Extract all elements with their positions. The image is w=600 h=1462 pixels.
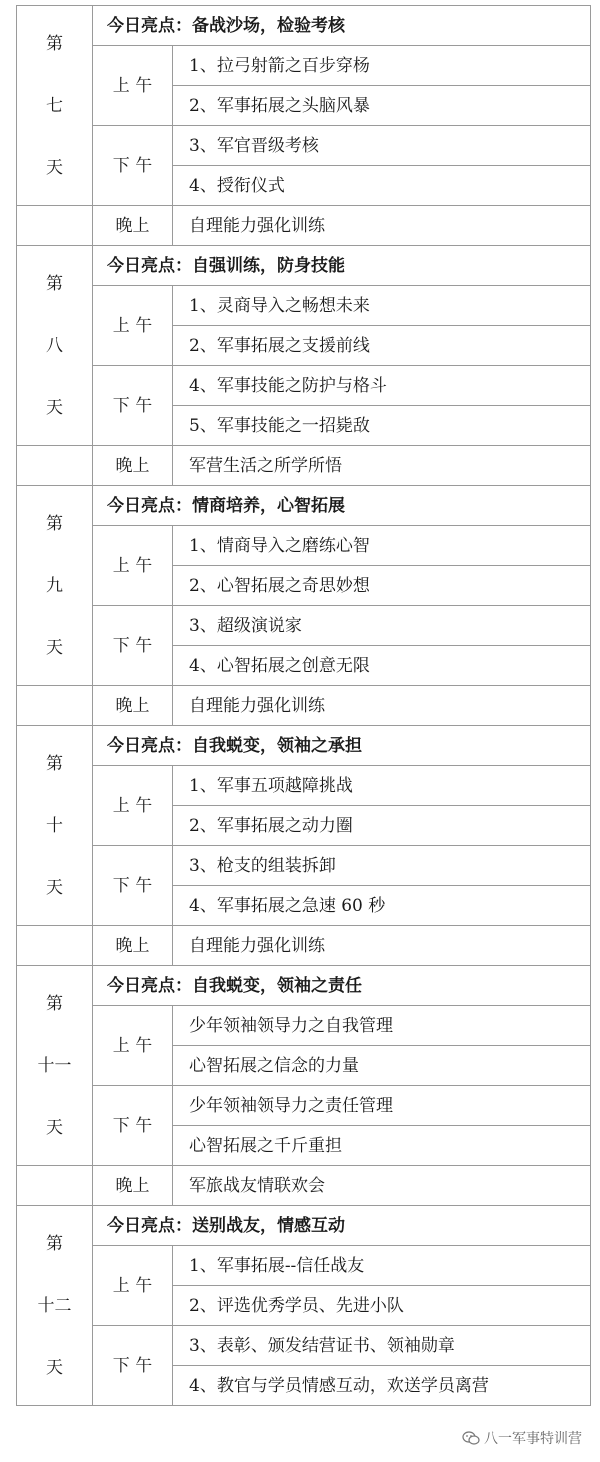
activity-row bbox=[17, 46, 591, 86]
activity-item: 2、心智拓展之奇思妙想 bbox=[173, 566, 591, 606]
activity-row bbox=[17, 1086, 591, 1126]
day-label-char: 天 bbox=[46, 637, 63, 658]
evening-label: 晚上 bbox=[93, 206, 173, 246]
evening-row bbox=[17, 926, 591, 966]
activity-item: 1、军事五项越障挑战 bbox=[173, 766, 591, 806]
day-highlight: 今日亮点：自我蜕变，领袖之承担 bbox=[93, 726, 591, 766]
morning-label: 上 午 bbox=[93, 1006, 173, 1086]
activity-row bbox=[17, 126, 591, 166]
activity-item: 5、军事技能之一招毙敌 bbox=[173, 406, 591, 446]
day-highlight: 今日亮点：自强训练，防身技能 bbox=[93, 246, 591, 286]
activity-item: 少年领袖领导力之责任管理 bbox=[173, 1086, 591, 1126]
activity-item: 2、评选优秀学员、先进小队 bbox=[173, 1286, 591, 1326]
activity-item: 心智拓展之千斤重担 bbox=[173, 1126, 591, 1166]
evening-label: 晚上 bbox=[93, 1166, 173, 1206]
day-highlight-row bbox=[17, 1206, 591, 1246]
afternoon-label: 下 午 bbox=[93, 1086, 173, 1166]
day-label-spacer bbox=[17, 206, 93, 246]
evening-item: 自理能力强化训练 bbox=[173, 926, 591, 966]
morning-label: 上 午 bbox=[93, 526, 173, 606]
day-label-spacer bbox=[17, 446, 93, 486]
day-highlight: 今日亮点：情商培养，心智拓展 bbox=[93, 486, 591, 526]
day-label bbox=[17, 726, 93, 926]
evening-item: 军旅战友情联欢会 bbox=[173, 1166, 591, 1206]
day-label bbox=[17, 246, 93, 446]
activity-item: 4、授衔仪式 bbox=[173, 166, 591, 206]
day-label bbox=[17, 966, 93, 1166]
activity-row bbox=[17, 766, 591, 806]
day-label bbox=[17, 486, 93, 686]
activity-item: 1、灵商导入之畅想未来 bbox=[173, 286, 591, 326]
activity-item: 3、超级演说家 bbox=[173, 606, 591, 646]
activity-item: 2、军事拓展之支援前线 bbox=[173, 326, 591, 366]
activity-item: 1、情商导入之磨练心智 bbox=[173, 526, 591, 566]
activity-row bbox=[17, 1246, 591, 1286]
morning-label: 上 午 bbox=[93, 286, 173, 366]
afternoon-label: 下 午 bbox=[93, 846, 173, 926]
activity-item: 4、军事拓展之急速 60 秒 bbox=[173, 886, 591, 926]
activity-item: 1、军事拓展--信任战友 bbox=[173, 1246, 591, 1286]
evening-item: 军营生活之所学所悟 bbox=[173, 446, 591, 486]
activity-row bbox=[17, 366, 591, 406]
activity-item: 3、军官晋级考核 bbox=[173, 126, 591, 166]
day-label-char: 第 bbox=[46, 33, 63, 54]
activity-item: 4、军事技能之防护与格斗 bbox=[173, 366, 591, 406]
day-label-char: 天 bbox=[46, 877, 63, 898]
activity-item: 心智拓展之信念的力量 bbox=[173, 1046, 591, 1086]
activity-item: 4、教官与学员情感互动，欢送学员离营 bbox=[173, 1366, 591, 1406]
schedule-body bbox=[17, 6, 591, 1406]
day-highlight-row bbox=[17, 726, 591, 766]
watermark bbox=[462, 1428, 582, 1448]
activity-row bbox=[17, 1006, 591, 1046]
day-label-char: 十 bbox=[46, 815, 63, 836]
evening-label: 晚上 bbox=[93, 446, 173, 486]
activity-row bbox=[17, 846, 591, 886]
activity-row bbox=[17, 526, 591, 566]
activity-item: 2、军事拓展之头脑风暴 bbox=[173, 86, 591, 126]
day-label-char: 第 bbox=[46, 513, 63, 534]
day-highlight-row bbox=[17, 6, 591, 46]
day-label-char: 八 bbox=[46, 335, 63, 356]
day-label-char: 天 bbox=[46, 1357, 63, 1378]
day-label-char: 十二 bbox=[37, 1295, 72, 1316]
evening-row bbox=[17, 446, 591, 486]
afternoon-label: 下 午 bbox=[93, 1326, 173, 1406]
day-label-char: 第 bbox=[46, 273, 63, 294]
day-label-spacer bbox=[17, 1166, 93, 1206]
activity-row bbox=[17, 606, 591, 646]
morning-label: 上 午 bbox=[93, 46, 173, 126]
day-highlight: 今日亮点：备战沙场，检验考核 bbox=[93, 6, 591, 46]
day-label-char: 天 bbox=[46, 1117, 63, 1138]
day-label bbox=[17, 6, 93, 206]
day-label-spacer bbox=[17, 926, 93, 966]
activity-item: 3、枪支的组装拆卸 bbox=[173, 846, 591, 886]
evening-row bbox=[17, 686, 591, 726]
morning-label: 上 午 bbox=[93, 766, 173, 846]
day-label bbox=[17, 1206, 93, 1406]
activity-item: 1、拉弓射箭之百步穿杨 bbox=[173, 46, 591, 86]
activity-item: 少年领袖领导力之自我管理 bbox=[173, 1006, 591, 1046]
day-label-char: 第 bbox=[46, 993, 63, 1014]
day-label-char: 第 bbox=[46, 1233, 63, 1254]
evening-item: 自理能力强化训练 bbox=[173, 686, 591, 726]
wechat-icon bbox=[462, 1431, 480, 1445]
afternoon-label: 下 午 bbox=[93, 366, 173, 446]
day-label-spacer bbox=[17, 686, 93, 726]
day-label-char: 九 bbox=[46, 575, 63, 596]
morning-label: 上 午 bbox=[93, 1246, 173, 1326]
activity-item: 4、心智拓展之创意无限 bbox=[173, 646, 591, 686]
day-highlight-row bbox=[17, 246, 591, 286]
afternoon-label: 下 午 bbox=[93, 606, 173, 686]
evening-label: 晚上 bbox=[93, 926, 173, 966]
afternoon-label: 下 午 bbox=[93, 126, 173, 206]
day-label-char: 天 bbox=[46, 397, 63, 418]
activity-row bbox=[17, 1326, 591, 1366]
day-highlight: 今日亮点：自我蜕变，领袖之责任 bbox=[93, 966, 591, 1006]
day-highlight: 今日亮点：送别战友，情感互动 bbox=[93, 1206, 591, 1246]
watermark-text: 八一军事特训营 bbox=[484, 1431, 582, 1447]
activity-item: 3、表彰、颁发结营证书、领袖勋章 bbox=[173, 1326, 591, 1366]
evening-item: 自理能力强化训练 bbox=[173, 206, 591, 246]
day-highlight-row bbox=[17, 966, 591, 1006]
day-label-char: 七 bbox=[46, 95, 63, 116]
day-label-char: 天 bbox=[46, 157, 63, 178]
day-highlight-row bbox=[17, 486, 591, 526]
evening-row bbox=[17, 206, 591, 246]
activity-item: 2、军事拓展之动力圈 bbox=[173, 806, 591, 846]
evening-row bbox=[17, 1166, 591, 1206]
activity-row bbox=[17, 286, 591, 326]
day-label-char: 十一 bbox=[37, 1055, 72, 1076]
day-label-char: 第 bbox=[46, 753, 63, 774]
schedule-table bbox=[16, 5, 591, 1406]
evening-label: 晚上 bbox=[93, 686, 173, 726]
